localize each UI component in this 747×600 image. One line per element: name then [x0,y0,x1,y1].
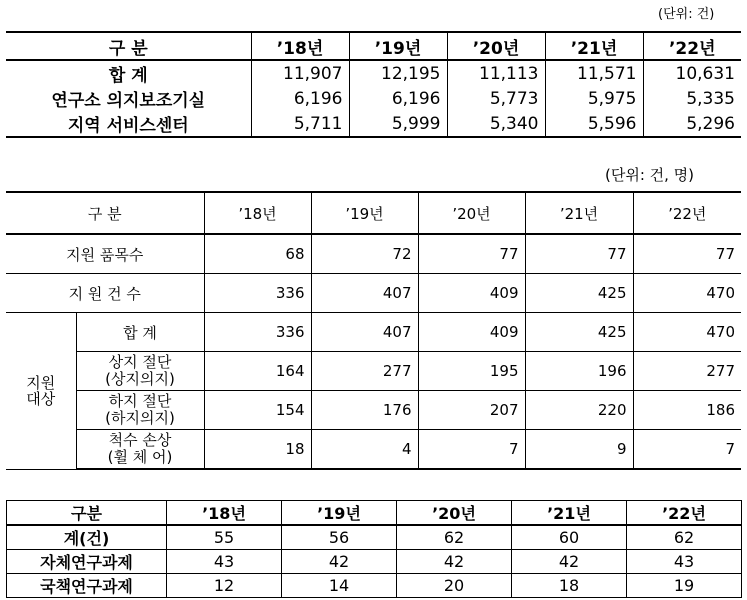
table-cell: 18 [204,430,311,470]
row-label-line: 상지 절단 [108,353,172,371]
table-cell: 164 [204,352,311,391]
table-cell: 470 [633,274,741,313]
header-cell: ’18년 [204,192,311,234]
table2-unit: (단위: 건, 명) [605,166,695,184]
table-cell: 68 [204,234,311,274]
table-cell: 409 [418,313,525,352]
table-cell: 60 [512,525,627,550]
table-cell: 277 [311,352,418,391]
research-table [6,500,742,598]
table-cell: 11,571 [545,60,643,86]
table-cell: 19 [627,574,742,598]
row-label-line: 하지 절단 [108,392,172,410]
group-label [6,313,76,470]
row-label [76,391,204,430]
table-cell: 62 [627,525,742,550]
table1-unit: (단위: 건) [658,7,715,22]
header-cell: ’21년 [545,32,643,60]
header-cell: ’22년 [627,501,742,526]
table-cell: 336 [204,274,311,313]
table-cell: 55 [167,525,282,550]
table-row [7,550,742,574]
row-label: 지역 서비스센터 [6,111,251,137]
header-cell: ’18년 [167,501,282,526]
table-cell: 11,907 [251,60,349,86]
header-cell: ’20년 [447,32,545,60]
table-cell: 77 [525,234,633,274]
table-row [6,111,741,137]
table-cell: 7 [633,430,741,470]
table-cell: 6,196 [349,86,447,111]
row-label: 국책연구과제 [7,574,167,598]
group-label-line: 지원 [26,373,56,392]
row-label: 합 계 [76,313,204,352]
header-cell: ’21년 [512,501,627,526]
table-row [6,274,741,313]
table-row [6,352,741,391]
table-cell: 77 [418,234,525,274]
table-cell: 407 [311,313,418,352]
row-label: 합 계 [6,60,251,86]
table-cell: 5,975 [545,86,643,111]
row-label [76,430,204,470]
header-cell: 구분 [7,501,167,526]
row-label-line: (휠 체 어) [107,448,173,466]
header-cell: ’18년 [251,32,349,60]
table-cell: 154 [204,391,311,430]
table-cell: 7 [418,430,525,470]
table-row [6,86,741,111]
row-label: 지 원 건 수 [6,274,204,313]
header-cell: ’19년 [311,192,418,234]
header-cell: ’20년 [397,501,512,526]
header-cell: ’20년 [418,192,525,234]
row-label-line: (하지의지) [105,409,175,427]
table-cell: 11,113 [447,60,545,86]
table-cell: 18 [512,574,627,598]
table-row [6,234,741,274]
table-header-row [6,32,741,60]
header-cell: ’22년 [643,32,741,60]
header-cell: ’19년 [349,32,447,60]
table-cell: 42 [512,550,627,574]
supply-table [6,31,741,138]
table-cell: 5,340 [447,111,545,137]
table-cell: 62 [397,525,512,550]
group-label-line: 대상 [26,389,56,408]
header-cell: ’22년 [633,192,741,234]
table-cell: 14 [282,574,397,598]
table-cell: 42 [397,550,512,574]
table-cell: 4 [311,430,418,470]
row-label-line: 척수 손상 [108,431,172,449]
row-label [76,352,204,391]
row-label-line: (상지의지) [105,370,175,388]
row-label: 자체연구과제 [7,550,167,574]
table-cell: 56 [282,525,397,550]
table-row [7,525,742,550]
table-cell: 12 [167,574,282,598]
table-cell: 77 [633,234,741,274]
table-cell: 425 [525,274,633,313]
header-cell: 구 분 [6,192,204,234]
table-cell: 72 [311,234,418,274]
support-table [6,191,741,470]
table-cell: 5,335 [643,86,741,111]
table-cell: 336 [204,313,311,352]
table-cell: 195 [418,352,525,391]
table-cell: 425 [525,313,633,352]
table-cell: 196 [525,352,633,391]
table-row [6,391,741,430]
row-label: 연구소 의지보조기실 [6,86,251,111]
header-cell: ’21년 [525,192,633,234]
header-cell: ’19년 [282,501,397,526]
table-cell: 5,773 [447,86,545,111]
table-cell: 9 [525,430,633,470]
table-cell: 407 [311,274,418,313]
table-cell: 207 [418,391,525,430]
table-cell: 20 [397,574,512,598]
table-cell: 5,596 [545,111,643,137]
table-cell: 42 [282,550,397,574]
table-row [6,313,741,352]
table-cell: 186 [633,391,741,430]
table-cell: 43 [627,550,742,574]
row-label: 계(건) [7,525,167,550]
table-cell: 470 [633,313,741,352]
table-header-row [6,192,741,234]
table-cell: 5,999 [349,111,447,137]
table-cell: 10,631 [643,60,741,86]
table-cell: 6,196 [251,86,349,111]
table-cell: 176 [311,391,418,430]
table-cell: 5,711 [251,111,349,137]
table-cell: 5,296 [643,111,741,137]
table-header-row [7,501,742,526]
table-cell: 43 [167,550,282,574]
row-label: 지원 품목수 [6,234,204,274]
table-cell: 277 [633,352,741,391]
table-row [6,60,741,86]
table-cell: 220 [525,391,633,430]
header-cell: 구 분 [6,32,251,60]
table-cell: 409 [418,274,525,313]
table-row [7,574,742,598]
table-cell: 12,195 [349,60,447,86]
table-row [6,430,741,470]
